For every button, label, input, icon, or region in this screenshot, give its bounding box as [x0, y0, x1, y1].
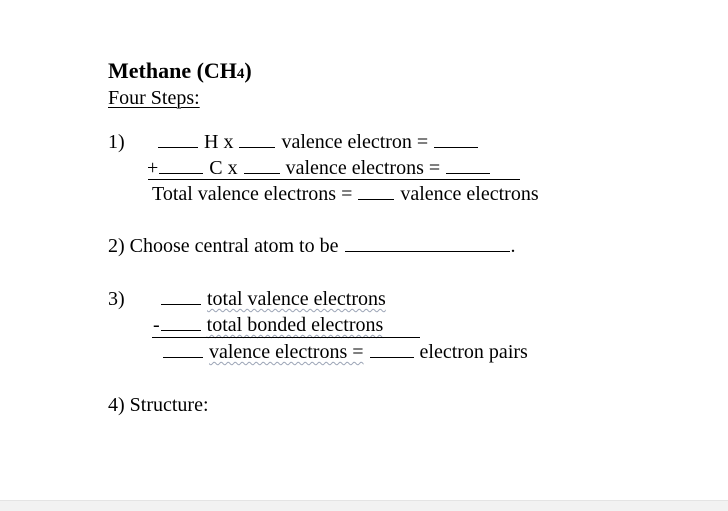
- blank-field[interactable]: [161, 289, 201, 305]
- step3-line1: [160, 287, 386, 311]
- bottom-scroll-area: [0, 500, 728, 511]
- step1-line2: [147, 156, 491, 180]
- step1-line1: [157, 130, 479, 154]
- subtitle: Four Steps:: [108, 87, 200, 109]
- minus-sign: -: [153, 314, 160, 336]
- blank-field[interactable]: [159, 158, 203, 174]
- step2-line: [108, 234, 516, 258]
- blank-field[interactable]: [446, 158, 490, 174]
- step1-total-suffix: valence electrons: [400, 183, 539, 205]
- difference-rule: [152, 337, 420, 338]
- step4-line: 4) Structure:: [108, 394, 209, 416]
- blank-field[interactable]: [239, 132, 275, 148]
- blank-field[interactable]: [163, 342, 203, 358]
- step1-line2-atom: C x: [209, 157, 238, 179]
- step1-line1-atom: H x: [204, 131, 234, 153]
- step2-period: .: [510, 235, 516, 257]
- step1-line2-label: valence electrons =: [285, 157, 441, 179]
- plus-sign: +: [147, 157, 159, 179]
- blank-field[interactable]: [244, 158, 280, 174]
- step3-line2-label: total bonded electrons: [206, 314, 384, 336]
- step3-number: 3): [108, 288, 125, 310]
- title-subscript: 4: [236, 66, 245, 82]
- step3-line3-suffix: electron pairs: [419, 341, 528, 363]
- step3-line3-label: valence electrons =: [209, 341, 364, 363]
- blank-field[interactable]: [434, 132, 478, 148]
- blank-field[interactable]: [345, 236, 510, 252]
- title-text: Methane (CH: [108, 58, 237, 83]
- blank-field[interactable]: [158, 132, 198, 148]
- step3-line3: [162, 340, 528, 364]
- blank-field[interactable]: [161, 315, 201, 331]
- blank-field[interactable]: [370, 342, 414, 358]
- step3-line1-label: total valence electrons: [207, 288, 386, 310]
- step3-line2: [153, 313, 383, 337]
- title-close-paren: ): [244, 58, 252, 83]
- sum-rule: [148, 179, 520, 180]
- step1-line3: [152, 182, 539, 206]
- step2-text: 2) Choose central atom to be: [108, 235, 339, 257]
- step1-line1-label: valence electron =: [281, 131, 429, 153]
- step1-total-label: Total valence electrons =: [152, 183, 353, 205]
- step1-number: 1): [108, 131, 125, 153]
- blank-field[interactable]: [358, 184, 394, 200]
- page-title: [108, 58, 252, 87]
